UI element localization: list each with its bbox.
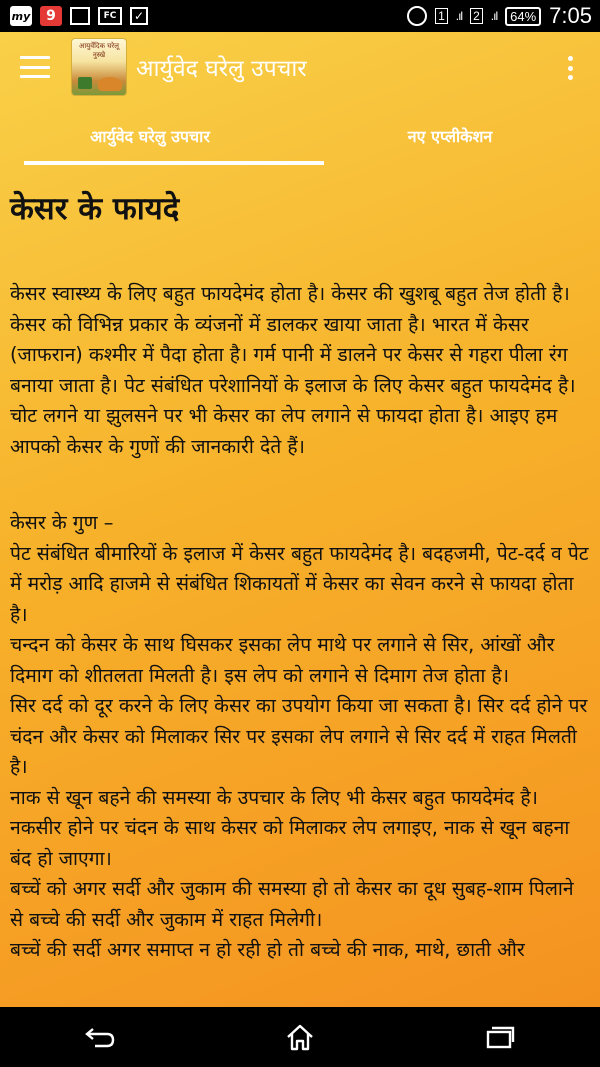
tab-new-apps[interactable] [300, 117, 600, 165]
check-icon: ✓ [130, 7, 148, 25]
body-paragraph: चन्दन को केसर के साथ घिसकर इसका लेप माथे पर लगाने से सिर, आंखों और दिमाग को शीतलता मिलती है। इस लेप को लगाने से दिमाग तेज होता है। [10, 633, 555, 687]
tab-bar [0, 117, 600, 165]
back-button[interactable] [70, 1017, 130, 1057]
menu-icon[interactable] [20, 56, 50, 78]
navigation-bar [0, 1007, 600, 1067]
battery-indicator: 64% [505, 7, 541, 26]
article-intro: केसर स्वास्थ्य के लिए बहुत फायदेमंद होता है। केसर की खुशबू बहुत तेज होती है। केसर को विभिन्न प्रकार के व्यंजनों में डालकर खाया जाता है। भारत में केसर (जाफरान) कश्मीर में पैदा होता है। गर्म पानी में डालने पर केसर से गहरा पीला रंग बनाया जाता है। पेट संबंधित परेशानियों के इलाज के लिए केसर बहुत फायदेमंद है। चोट लगने या झुलसने पर भी केसर का लेप लगाने से फायदा होता है। आइए हम आपको केसर के गुणों की जानकारी देते हैं। [10, 282, 576, 458]
back-icon [83, 1025, 117, 1049]
body-paragraph: नाक से खून बहने की समस्या के उपचार के लिए भी केसर बहुत फायदेमंद है। नकसीर होने पर चंदन के साथ केसर को मिलाकर लेप लगाइए, नाक से खून बहना बंद हो जाएगा। [10, 785, 570, 870]
tab-remedies-label: आर्युवेद घरेलु उपचार [90, 127, 210, 146]
recents-button[interactable] [470, 1017, 530, 1057]
signal2-icon: .ıl [490, 9, 498, 23]
article-heading: केसर के फायदे [10, 191, 180, 227]
sim2-icon: 2 [470, 8, 483, 24]
article-content [10, 185, 592, 966]
logo-text: आयुर्वेदिक घरेलू नुस्खे [79, 42, 119, 59]
body-paragraph: पेट संबंधित बीमारियों के इलाज में केसर बहुत फायदेमंद है। बदहजमी, पेट-दर्द व पेट में मरोड़ आदि हाजमे से संबंधित शिकायतों में केसर का सेवन करने से फायदा होता है। [10, 541, 589, 626]
image-icon [70, 7, 90, 25]
fc-icon: FC [98, 7, 122, 25]
my-app-icon: my [10, 6, 32, 26]
body-paragraph: सिर दर्द को दूर करने के लिए केसर का उपयोग किया जा सकता है। सिर दर्द होने पर चंदन और केसर को मिलाकर सिर पर इसका लेप लगाने से सिर दर्द में राहत मिलती है। [10, 694, 588, 778]
body-paragraph: बच्चें की सर्दी अगर समाप्त न हो रही हो तो बच्चे की नाक, माथे, छाती और [10, 938, 525, 961]
tab-remedies[interactable] [0, 117, 300, 165]
nine-app-icon: 9 [40, 6, 62, 26]
signal1-icon: .ıl [455, 9, 463, 23]
body-paragraph: बच्चें को अगर सर्दी और जुकाम की समस्या हो तो केसर का दूध सुबह-शाम पिलाने से बच्चे की सर्दी और जुकाम में राहत मिलेगी। [10, 877, 574, 931]
app-logo [72, 39, 126, 95]
article-body [10, 508, 592, 966]
sim1-icon: 1 [435, 8, 448, 24]
more-options-icon[interactable] [566, 56, 574, 80]
section-title: केसर के गुण – [10, 511, 114, 534]
recents-icon [485, 1025, 515, 1049]
app-title: आर्युवेद घरेलु उपचार [136, 56, 307, 82]
status-bar [0, 0, 600, 32]
alarm-icon [407, 6, 427, 26]
home-icon [285, 1023, 315, 1051]
tab-new-apps-label: नए एप्लीकेशन [407, 127, 493, 146]
app-bar [0, 32, 600, 165]
clock: 7:05 [549, 3, 592, 28]
home-button[interactable] [270, 1017, 330, 1057]
